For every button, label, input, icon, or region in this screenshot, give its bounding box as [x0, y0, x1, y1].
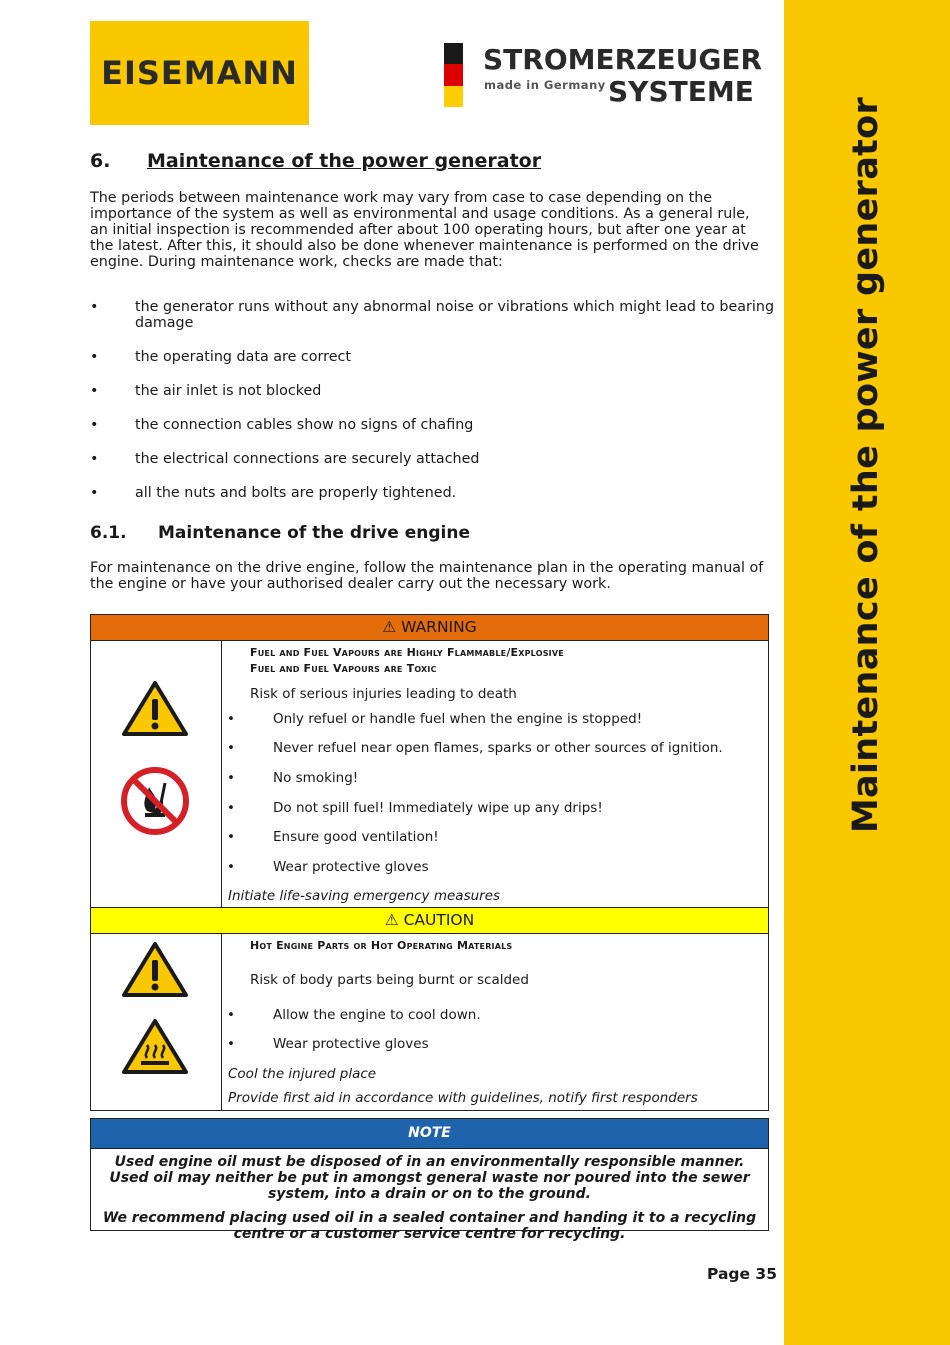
warning-triangle-icon: [121, 680, 189, 737]
bullet-mark: •: [227, 711, 235, 727]
list-item: • all the nuts and bolts are properly tightened.: [90, 485, 780, 501]
hazard-title: Fuel and Fuel Vapours are Highly Flammable/Explosive: [250, 646, 564, 659]
subsection-heading: [90, 523, 470, 543]
warning-body: [90, 640, 769, 908]
note-header: NOTE: [90, 1118, 769, 1149]
caution-body: [90, 933, 769, 1111]
logo-text: EISEMANN: [101, 54, 298, 92]
note-paragraph: We recommend placing used oil in a sealed container and handing it to a recycling centre or a customer service centre for recycling.: [102, 1210, 757, 1242]
sidebar-title: Maintenance of the power generator: [846, 96, 886, 834]
caution-item: Wear protective gloves: [273, 1036, 429, 1052]
bullet-mark: •: [227, 829, 235, 845]
warning-item: Do not spill fuel! Immediately wipe up any drips!: [273, 800, 603, 816]
list-item: • the operating data are correct: [90, 349, 780, 383]
warning-item: No smoking!: [273, 770, 359, 786]
bullet-mark: •: [227, 1036, 235, 1052]
warning-item: Only refuel or handle fuel when the engine is stopped!: [273, 711, 643, 727]
german-flag-icon: [444, 43, 463, 107]
no-open-flame-icon: [121, 767, 189, 835]
subsection-text: For maintenance on the drive engine, follow the maintenance plan in the operating manual of the engine or have your authorised dealer carry out the necessary work.: [90, 560, 764, 592]
page-number: Page 35: [707, 1265, 777, 1283]
caution-footer: Provide first aid in accordance with guidelines, notify first responders: [228, 1090, 698, 1106]
subsection-number: 6.1.: [90, 523, 127, 543]
warning-footer: Initiate life-saving emergency measures: [228, 888, 501, 904]
brand-line2: SYSTEME: [608, 75, 754, 108]
warning-item: Never refuel near open flames, sparks or other sources of ignition.: [273, 740, 723, 756]
table-divider: [221, 933, 222, 1111]
hazard-title: Fuel and Fuel Vapours are Toxic: [250, 662, 437, 675]
check-list: [90, 299, 780, 501]
caution-footer: Cool the injured place: [228, 1066, 377, 1082]
list-item: • the electrical connections are securely attached: [90, 451, 780, 485]
section-intro: The periods between maintenance work may vary from case to case depending on the importance of the system as well as environmental and usage conditions. As a general rule, an initial inspection is recommended after about 100 operating hours, but after one year at the latest. After this, it should also be done whenever maintenance is performed on the drive engine. During maintenance work, checks are made that:: [90, 190, 759, 270]
note-paragraph: Used engine oil must be disposed of in an environmentally responsible manner. Used oil may neither be put in amongst general waste nor poured into the sewer system, into a drain or on to the ground.: [109, 1154, 750, 1202]
brand-line1: STROMERZEUGER: [483, 43, 763, 76]
hazard-title: Hot Engine Parts or Hot Operating Materials: [250, 939, 513, 952]
warning-item: Wear protective gloves: [273, 859, 429, 875]
subsection-title: Maintenance of the drive engine: [158, 523, 471, 543]
bullet-mark: •: [227, 770, 235, 786]
note-body: [90, 1148, 769, 1242]
risk-text: Risk of serious injuries leading to death: [250, 686, 517, 702]
caution-item: Allow the engine to cool down.: [273, 1007, 481, 1023]
bullet-mark: •: [227, 800, 235, 816]
list-item: • the connection cables show no signs of chafing: [90, 417, 780, 451]
section-title: Maintenance of the power generator: [147, 150, 542, 172]
section-number: 6.: [90, 150, 111, 172]
warning-header: ⚠ WARNING: [90, 614, 769, 641]
eisemann-logo: [90, 21, 309, 125]
risk-text: Risk of body parts being burnt or scalded: [250, 972, 529, 988]
list-item: • the generator runs without any abnormal noise or vibrations which might lead to bearing damage: [90, 299, 780, 349]
warning-item: Ensure good ventilation!: [273, 829, 439, 845]
caution-header: ⚠ CAUTION: [90, 907, 769, 934]
list-item: • the air inlet is not blocked: [90, 383, 780, 417]
table-divider: [221, 640, 222, 908]
section-heading: [90, 150, 541, 172]
warning-triangle-icon: [121, 941, 189, 998]
bullet-mark: •: [227, 740, 235, 756]
hot-surface-icon: [121, 1018, 189, 1075]
bullet-mark: •: [227, 1007, 235, 1023]
bullet-mark: •: [227, 859, 235, 875]
brand-sub: made in Germany: [484, 78, 606, 92]
